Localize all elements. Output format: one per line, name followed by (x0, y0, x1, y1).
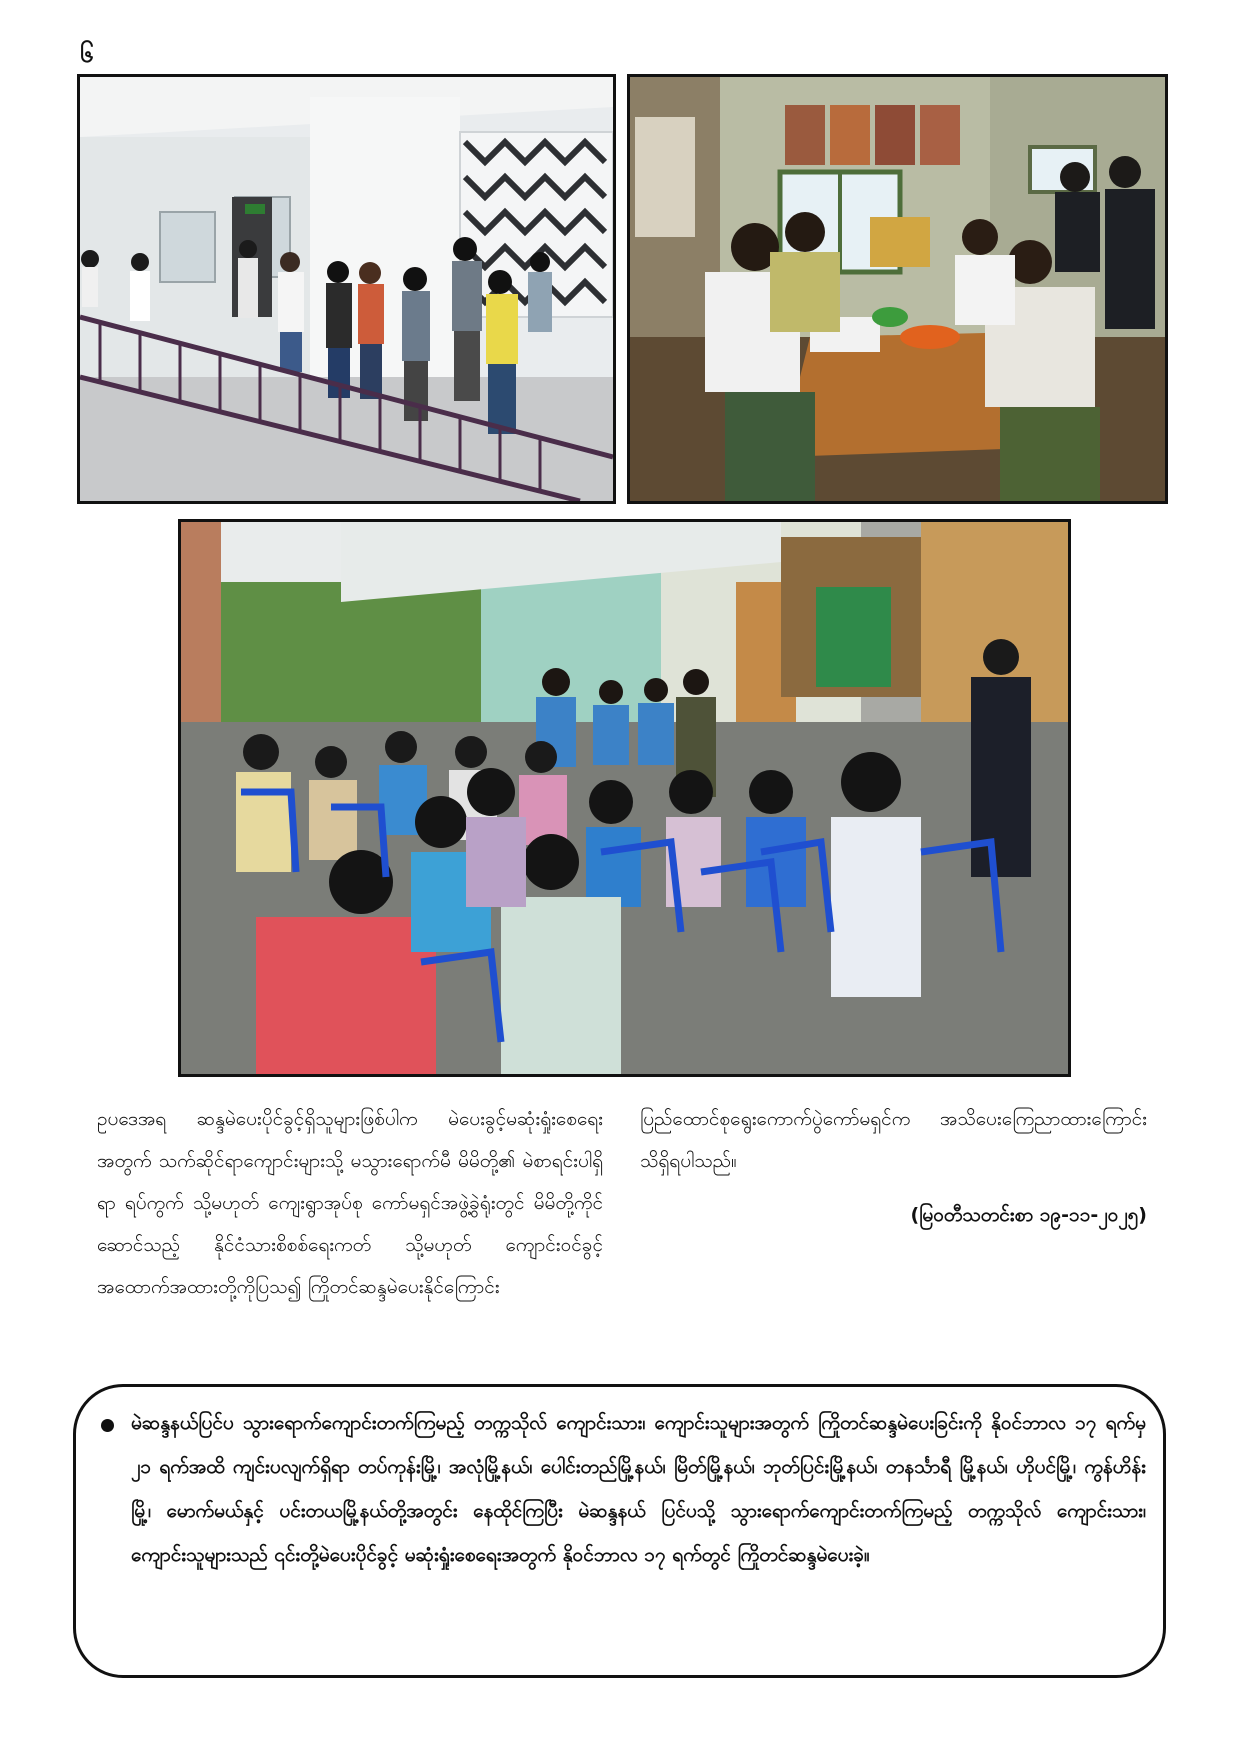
article-paragraph-right: ပြည်ထောင်စုရွေးကောက်ပွဲကော်မရှင်က အသိပေးကြေညာထားကြောင်း သိရှိရပါသည်။ (640, 1108, 1147, 1172)
highlight-box-text: မဲဆန္ဒနယ်ပြင်ပ သွားရောက်ကျောင်းတက်ကြမည့် တက္ကသိုလ် ကျောင်းသား၊ ကျောင်းသူများအတွက် ကြိုတင်ဆန္ဒမဲပေးခြင်းကို နိုဝင်ဘာလ ၁၇ ရက်မှ ၂၁ ရက်အထိ ကျင်းပလျက်ရှိရာ တပ်ကုန်းမြို့၊ အလုံမြို့နယ်၊ ပေါင်းတည်မြို့နယ်၊ မြိတ်မြို့နယ်၊ ဘုတ်ပြင်းမြို့နယ်၊ တနင်္သာရီ မြို့နယ်၊ ဟိုပင်မြို့၊ ကွန်ဟိန်းမြို့၊ မောက်မယ်နှင့် ပင်းတယမြို့နယ်တို့အတွင်း နေထိုင်ကြပြီး မဲဆန္ဒနယ် ပြင်ပသို့ သွားရောက်ကျောင်းတက်ကြမည့် တက္ကသိုလ် ကျောင်းသား၊ ကျောင်းသူများသည် ၎င်းတို့မဲပေးပိုင်ခွင့် မဆုံးရှုံးစေရေးအတွက် နိုဝင်ဘာလ ၁၇ ရက်တွင် ကြိုတင်ဆန္ဒမဲပေးခဲ့။ (131, 1412, 1146, 1566)
photo-officials-table (627, 74, 1168, 504)
article-source: (မြဝတီသတင်းစာ ၁၉-၁၁-၂၀၂၅) (910, 1204, 1147, 1226)
highlight-box (73, 1384, 1166, 1678)
photo-seated-students (178, 519, 1071, 1077)
article-right-column (640, 1098, 1147, 1236)
bullet-icon (101, 1419, 114, 1432)
photo-students-queue (77, 74, 616, 504)
article-left-column (97, 1098, 603, 1308)
page-number: ၆ (80, 40, 94, 68)
article-paragraph-left: ဥပဒေအရ ဆန္ဒမဲပေးပိုင်ခွင့်ရှိသူများဖြစ်ပါက မဲပေးခွင့်မဆုံးရှုံးစေရေးအတွက် သက်ဆိုင်ရာကျောင်းများသို့ မသွားရောက်မီ မိမိတို့၏ မဲစာရင်းပါရှိရာ ရပ်ကွက် သို့မဟုတ် ကျေးရွာအုပ်စု ကော်မရှင်အဖွဲ့ခွဲရုံးတွင် မိမိတို့ကိုင်ဆောင်သည့် နိုင်ငံသားစိစစ်ရေးကတ် သို့မဟုတ် ကျောင်းဝင်ခွင့်အထောက်အထားတို့ကိုပြသ၍ ကြိုတင်ဆန္ဒမဲပေးနိုင်ကြောင်း (97, 1108, 603, 1298)
